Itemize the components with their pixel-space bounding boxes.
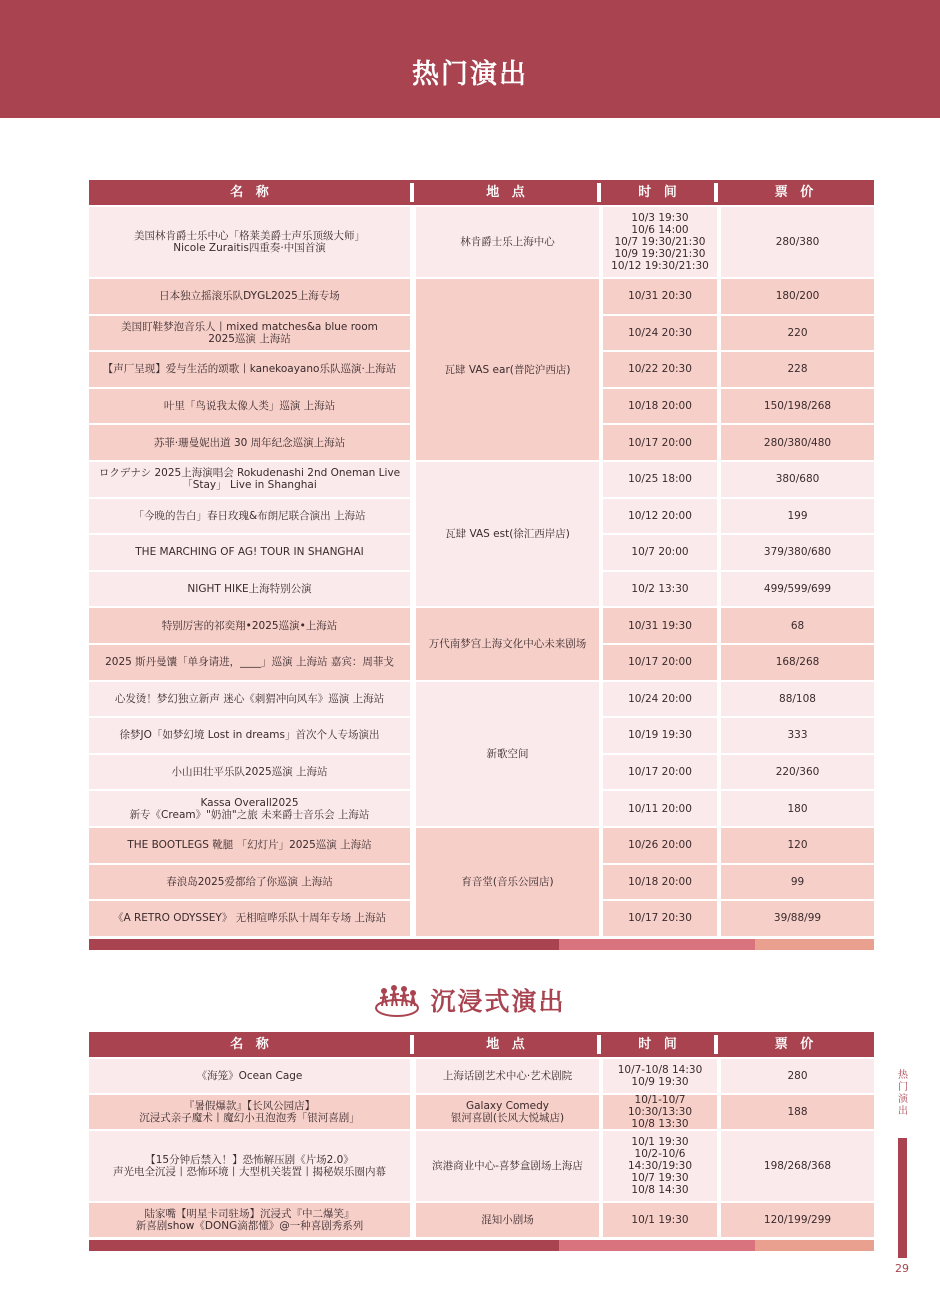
header-time: 时 间 bbox=[601, 180, 718, 205]
cell-price: 220/360 bbox=[721, 755, 874, 790]
cell-venue: 混知小剧场 bbox=[416, 1203, 599, 1237]
table-row bbox=[89, 1203, 874, 1237]
table-row bbox=[89, 1059, 874, 1093]
cell-name: 心发烫！梦幻独立新声 迷心《刺猬冲向风车》巡演 上海站 bbox=[89, 682, 410, 717]
cell-time: 10/24 20:30 bbox=[603, 316, 717, 351]
cell-name: Kassa Overall2025 新专《Cream》"奶油"之旅 未来爵士音乐会 上海站 bbox=[89, 791, 410, 826]
cell-price: 188 bbox=[721, 1095, 874, 1129]
cell-price: 280 bbox=[721, 1059, 874, 1093]
cell-time: 10/7 20:00 bbox=[603, 535, 717, 570]
cell-name: 日本独立摇滚乐队DYGL2025上海专场 bbox=[89, 279, 410, 314]
cell-time: 10/31 20:30 bbox=[603, 279, 717, 314]
cell-price: 280/380/480 bbox=[721, 425, 874, 460]
header-price: 票 价 bbox=[774, 185, 818, 200]
cell-time: 10/17 20:00 bbox=[603, 645, 717, 680]
top-banner bbox=[0, 0, 940, 118]
venue-cell: 瓦肆 VAS ear(普陀沪西店) bbox=[416, 279, 599, 460]
cell-name: ロクデナシ 2025上海演唱会 Rokudenashi 2nd Oneman Live 「Stay」 Live in Shanghai bbox=[89, 462, 410, 497]
header-name: 名 称 bbox=[89, 180, 414, 205]
cell-name: 特别厉害的祁奕翔•2025巡演•上海站 bbox=[89, 608, 410, 643]
cell-price: 68 bbox=[721, 608, 874, 643]
page-number: 29 bbox=[895, 1262, 909, 1275]
cell-name: 美国盯鞋梦泡音乐人丨mixed matches&a blue room 2025巡演 上海站 bbox=[89, 316, 410, 351]
section-title: 沉浸式演出 bbox=[430, 987, 566, 1016]
cell-price: 198/268/368 bbox=[721, 1131, 874, 1201]
cell-name: 苏菲·珊曼妮出道 30 周年纪念巡演上海站 bbox=[89, 425, 410, 460]
cell-name: 「今晚的告白」春日玫瑰&布朗尼联合演出 上海站 bbox=[89, 499, 410, 534]
cell-price: 120 bbox=[721, 828, 874, 863]
cell-price: 180/200 bbox=[721, 279, 874, 314]
header-venue: 地 点 bbox=[414, 1032, 601, 1057]
venue-cell: 新歌空间 bbox=[416, 682, 599, 826]
header-name: 名 称 bbox=[89, 1032, 414, 1057]
cell-name: 陆家嘴【明星卡司驻场】沉浸式『中二爆笑』 新喜剧show《DONG滴都懂》@一种喜剧秀系列 bbox=[89, 1203, 410, 1237]
cell-time: 10/3 19:30 10/6 14:00 10/7 19:30/21:30 10/9 19:30/21:30 10/12 19:30/21:30 bbox=[603, 207, 717, 277]
cell-time: 10/1 19:30 bbox=[603, 1203, 717, 1237]
venue-cell: 育音堂(音乐公园店) bbox=[416, 828, 599, 936]
cell-name: THE MARCHING OF AG! TOUR IN SHANGHAI bbox=[89, 535, 410, 570]
cell-price: 88/108 bbox=[721, 682, 874, 717]
cell-name: 『暑假爆款』【长风公园店】 沉浸式亲子魔术丨魔幻小丑泡泡秀「银河喜剧」 bbox=[89, 1095, 410, 1129]
performers-icon bbox=[374, 982, 420, 1018]
cell-name: 徐梦JO「如梦幻境 Lost in dreams」首次个人专场演出 bbox=[89, 718, 410, 753]
cell-name: 【声厂呈现】爱与生活的颂歌丨kanekoayano乐队巡演·上海站 bbox=[89, 352, 410, 387]
cell-price: 499/599/699 bbox=[721, 572, 874, 607]
table-footer-bar bbox=[89, 939, 874, 950]
cell-price: 180 bbox=[721, 791, 874, 826]
cell-time: 10/18 20:00 bbox=[603, 865, 717, 900]
header-time: 时 间 bbox=[601, 1032, 718, 1057]
cell-name: 【15分钟后禁入！】恐怖解压剧《片场2.0》 声光电全沉浸丨恐怖环境丨大型机关装置丨揭秘娱乐圈内幕 bbox=[89, 1131, 410, 1201]
cell-price: 333 bbox=[721, 718, 874, 753]
cell-time: 10/7-10/8 14:30 10/9 19:30 bbox=[603, 1059, 717, 1093]
cell-time: 10/17 20:00 bbox=[603, 755, 717, 790]
cell-price: 150/198/268 bbox=[721, 389, 874, 424]
cell-time: 10/26 20:00 bbox=[603, 828, 717, 863]
cell-time: 10/24 20:00 bbox=[603, 682, 717, 717]
cell-name: 春浪岛2025爱都给了你巡演 上海站 bbox=[89, 865, 410, 900]
side-bar bbox=[898, 1138, 907, 1258]
cell-price: 39/88/99 bbox=[721, 901, 874, 936]
cell-time: 10/17 20:00 bbox=[603, 425, 717, 460]
cell-time: 10/1 19:30 10/2-10/6 14:30/19:30 10/7 19:30 10/8 14:30 bbox=[603, 1131, 717, 1201]
cell-venue: 滨港商业中心-喜梦盒剧场上海店 bbox=[416, 1131, 599, 1201]
cell-price: 380/680 bbox=[721, 462, 874, 497]
cell-price: 220 bbox=[721, 316, 874, 351]
table-header bbox=[89, 180, 874, 205]
side-section-label: 热门演出 bbox=[898, 1070, 908, 1117]
cell-name: THE BOOTLEGS 靴腿 「幻灯片」2025巡演 上海站 bbox=[89, 828, 410, 863]
cell-price: 120/199/299 bbox=[721, 1203, 874, 1237]
cell-time: 10/18 20:00 bbox=[603, 389, 717, 424]
cell-name: 叶里「鸟说我太像人类」巡演 上海站 bbox=[89, 389, 410, 424]
venue-cell: 林肯爵士乐上海中心 bbox=[416, 207, 599, 277]
cell-time: 10/17 20:30 bbox=[603, 901, 717, 936]
header-venue: 地 点 bbox=[414, 180, 601, 205]
cell-price: 99 bbox=[721, 865, 874, 900]
table-row bbox=[89, 1131, 874, 1201]
cell-name: 美国林肯爵士乐中心「格莱美爵士声乐顶级大师」 Nicole Zuraitis四重奏·中国首演 bbox=[89, 207, 410, 277]
table-footer-bar bbox=[89, 1240, 874, 1251]
venue-cell: 瓦肆 VAS est(徐汇西岸店) bbox=[416, 462, 599, 606]
cell-venue: Galaxy Comedy 银河喜剧(长风大悦城店) bbox=[416, 1095, 599, 1129]
cell-name: 2025 斯丹曼馕「单身请进，____」巡演 上海站 嘉宾：周菲戈 bbox=[89, 645, 410, 680]
cell-price: 280/380 bbox=[721, 207, 874, 277]
cell-name: 小山田壮平乐队2025巡演 上海站 bbox=[89, 755, 410, 790]
venue-cell: 万代南梦宫上海文化中心未来剧场 bbox=[416, 608, 599, 679]
cell-time: 10/22 20:30 bbox=[603, 352, 717, 387]
immersive-table bbox=[89, 1032, 874, 1232]
cell-time: 10/12 20:00 bbox=[603, 499, 717, 534]
cell-time: 10/31 19:30 bbox=[603, 608, 717, 643]
cell-time: 10/1-10/7 10:30/13:30 10/8 13:30 bbox=[603, 1095, 717, 1129]
cell-time: 10/2 13:30 bbox=[603, 572, 717, 607]
header-price: 票 价 bbox=[774, 1037, 818, 1052]
cell-name: 《A RETRO ODYSSEY》 无相喧哗乐队十周年专场 上海站 bbox=[89, 901, 410, 936]
cell-time: 10/11 20:00 bbox=[603, 791, 717, 826]
cell-name: NIGHT HIKE上海特别公演 bbox=[89, 572, 410, 607]
cell-venue: 上海话剧艺术中心·艺术剧院 bbox=[416, 1059, 599, 1093]
page-title: 热门演出 bbox=[412, 59, 528, 90]
cell-time: 10/25 18:00 bbox=[603, 462, 717, 497]
hot-shows-table bbox=[89, 180, 874, 925]
cell-price: 199 bbox=[721, 499, 874, 534]
cell-time: 10/19 19:30 bbox=[603, 718, 717, 753]
immersive-section-header bbox=[0, 978, 940, 1022]
cell-name: 《海笼》Ocean Cage bbox=[89, 1059, 410, 1093]
table-row bbox=[89, 1095, 874, 1129]
cell-price: 228 bbox=[721, 352, 874, 387]
cell-price: 379/380/680 bbox=[721, 535, 874, 570]
table-header bbox=[89, 1032, 874, 1057]
cell-price: 168/268 bbox=[721, 645, 874, 680]
